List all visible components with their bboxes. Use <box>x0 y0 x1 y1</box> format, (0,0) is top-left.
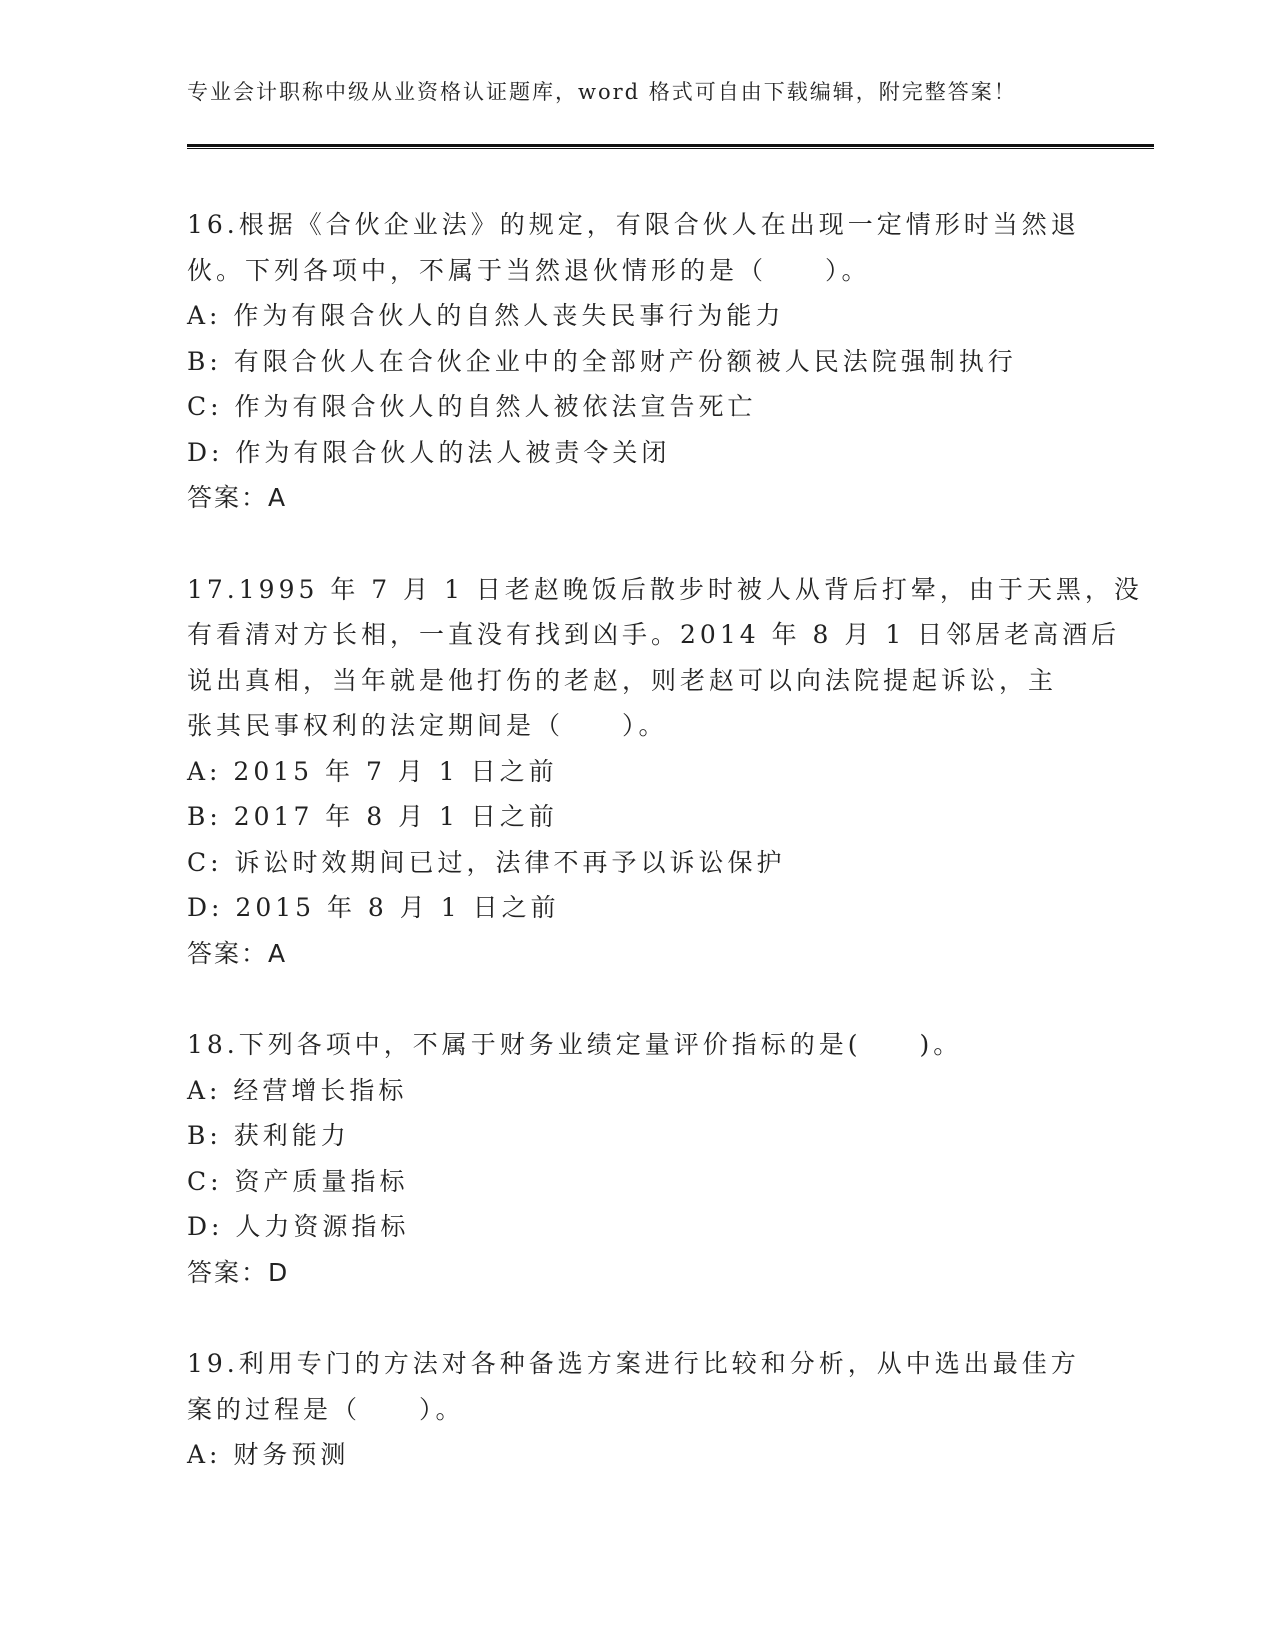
option-a: A: 财务预测 <box>187 1440 350 1469</box>
answer-label: 答案：D <box>187 1257 290 1287</box>
question-17 <box>187 567 1143 977</box>
question-stem-line: 18.下列各项中，不属于财务业绩定量评价指标的是( )。 <box>187 1030 963 1059</box>
question-stem-line: 伙。下列各项中，不属于当然退伙情形的是（ ）。 <box>187 255 871 285</box>
option-a: A: 2015 年 7 月 1 日之前 <box>187 756 558 786</box>
option-c: C: 作为有限合伙人的自然人被依法宣告死亡 <box>187 392 757 421</box>
option-b: B: 获利能力 <box>187 1121 350 1150</box>
answer-label: 答案：A <box>187 483 288 512</box>
option-a: A: 作为有限合伙人的自然人丧失民事行为能力 <box>187 301 785 330</box>
option-c: C: 诉讼时效期间已过，法律不再予以诉讼保护 <box>187 847 786 877</box>
question-list <box>187 202 1143 1524</box>
option-a: A: 经营增长指标 <box>187 1075 408 1105</box>
header-divider <box>187 144 1154 149</box>
answer-label: 答案：A <box>187 938 288 968</box>
option-c: C: 资产质量指标 <box>187 1166 409 1196</box>
question-18 <box>187 1022 1087 1295</box>
option-d: D: 人力资源指标 <box>187 1212 410 1241</box>
question-19 <box>187 1341 1087 1478</box>
question-stem-line: 案的过程是（ ）。 <box>187 1394 465 1424</box>
question-16 <box>187 202 1087 521</box>
option-d: D: 2015 年 8 月 1 日之前 <box>187 893 560 922</box>
question-stem-line: 16.根据《合伙企业法》的规定，有限合伙人在出现一定情形时当然退 <box>187 210 1080 239</box>
option-b: B: 2017 年 8 月 1 日之前 <box>187 802 558 831</box>
page-header-text: 专业会计职称中级从业资格认证题库，word 格式可自由下载编辑，附完整答案！ <box>187 80 1017 104</box>
question-stem-line: 19.利用专门的方法对各种备选方案进行比较和分析，从中选出最佳方 <box>187 1349 1080 1378</box>
question-stem-line: 有看清对方长相，一直没有找到凶手。2014 年 8 月 1 日邻居老高酒后 <box>187 620 1121 649</box>
option-b: B: 有限合伙人在合伙企业中的全部财产份额被人民法院强制执行 <box>187 346 1017 376</box>
question-stem-line: 说出真相，当年就是他打伤的老赵，则老赵可以向法院提起诉讼，主 <box>187 665 1058 695</box>
question-stem-line: 17.1995 年 7 月 1 日老赵晚饭后散步时被人从背后打晕，由于天黑，没 <box>187 574 1143 604</box>
question-stem-line: 张其民事权利的法定期间是（ ）。 <box>187 711 668 740</box>
option-d: D: 作为有限合伙人的法人被责令关闭 <box>187 437 671 467</box>
